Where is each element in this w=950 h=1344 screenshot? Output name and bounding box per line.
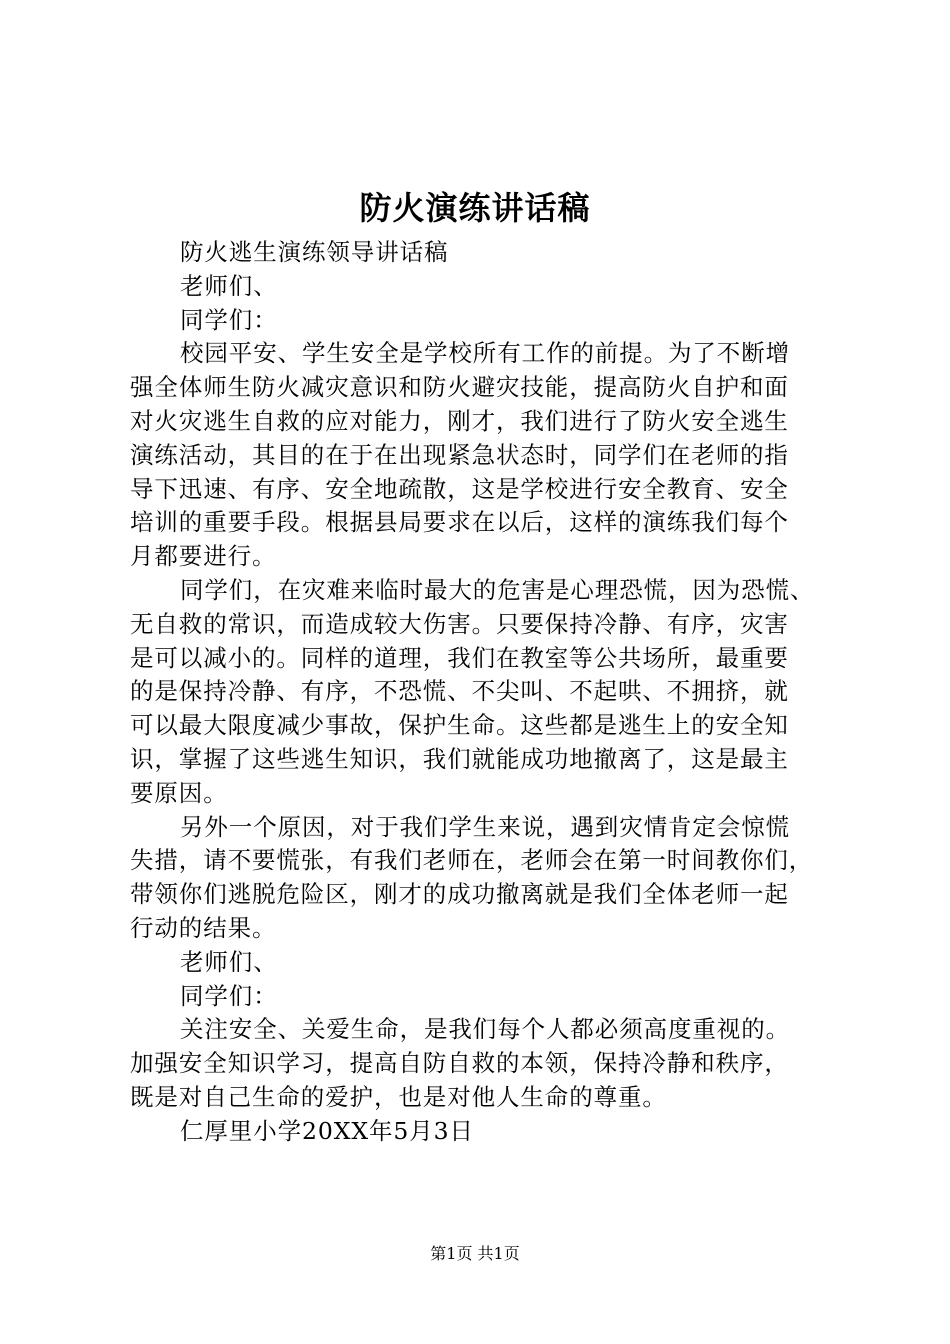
text-line: 培训的重要手段。根据县局要求在以后，这样的演练我们每个 [130,508,789,537]
text-line: 可以最大限度减少事故，保护生命。这些都是逃生上的安全知 [130,711,789,740]
text-line: 老师们、 [180,947,278,976]
document-body [130,236,830,1149]
document-title: 防火演练讲话稿 [359,189,591,227]
text-line: 防火逃生演练领导讲话稿 [180,238,449,266]
text-line: 失措，请不要慌张，有我们老师在，老师会在第一时间教你们， [130,846,814,875]
text-line: 仁厚里小学20XX年5月3日 [180,1116,474,1145]
text-line: 同学们： [180,305,278,334]
text-line: 无自救的常识，而造成较大伤害。只要保持冷静、有序，灾害 [130,609,789,638]
text-line: 同学们： [180,981,278,1010]
text-line: 另外一个原因，对于我们学生来说，遇到灾情肯定会惊慌 [180,812,790,841]
text-line: 关注安全、关爱生命，是我们每个人都必须高度重视的。 [180,1015,790,1044]
text-line: 既是对自己生命的爱护，也是对他人生命的尊重。 [130,1082,667,1111]
text-line: 识，掌握了这些逃生知识，我们就能成功地撤离了，这是最主 [130,744,789,773]
text-line: 演练活动，其目的在于在出现紧急状态时，同学们在老师的指 [130,440,789,469]
text-line: 行动的结果。 [130,913,277,942]
text-line: 带领你们逃脱危险区，刚才的成功撤离就是我们全体老师一起 [130,880,789,909]
text-line: 对火灾逃生自救的应对能力，刚才，我们进行了防火安全逃生 [130,406,789,435]
text-line: 加强安全知识学习，提高自防自救的本领，保持冷静和秩序， [130,1049,789,1078]
text-line: 老师们、 [180,271,278,300]
page-footer: 第1页 共1页 [430,1244,520,1263]
text-line: 校园平安、学生安全是学校所有工作的前提。为了不断增 [180,339,790,368]
text-line: 要原因。 [130,778,228,807]
text-line: 同学们，在灾难来临时最大的危害是心理恐慌，因为恐慌、 [180,575,815,604]
text-line: 的是保持冷静、有序，不恐慌、不尖叫、不起哄、不拥挤，就 [130,677,789,706]
text-line: 导下迅速、有序、安全地疏散，这是学校进行安全教育、安全 [130,474,789,503]
text-line: 月都要进行。 [130,542,277,571]
text-line: 是可以减小的。同样的道理，我们在教室等公共场所，最重要 [130,643,789,672]
text-line: 强全体师生防火减灾意识和防火避灾技能，提高防火自护和面 [130,373,789,402]
